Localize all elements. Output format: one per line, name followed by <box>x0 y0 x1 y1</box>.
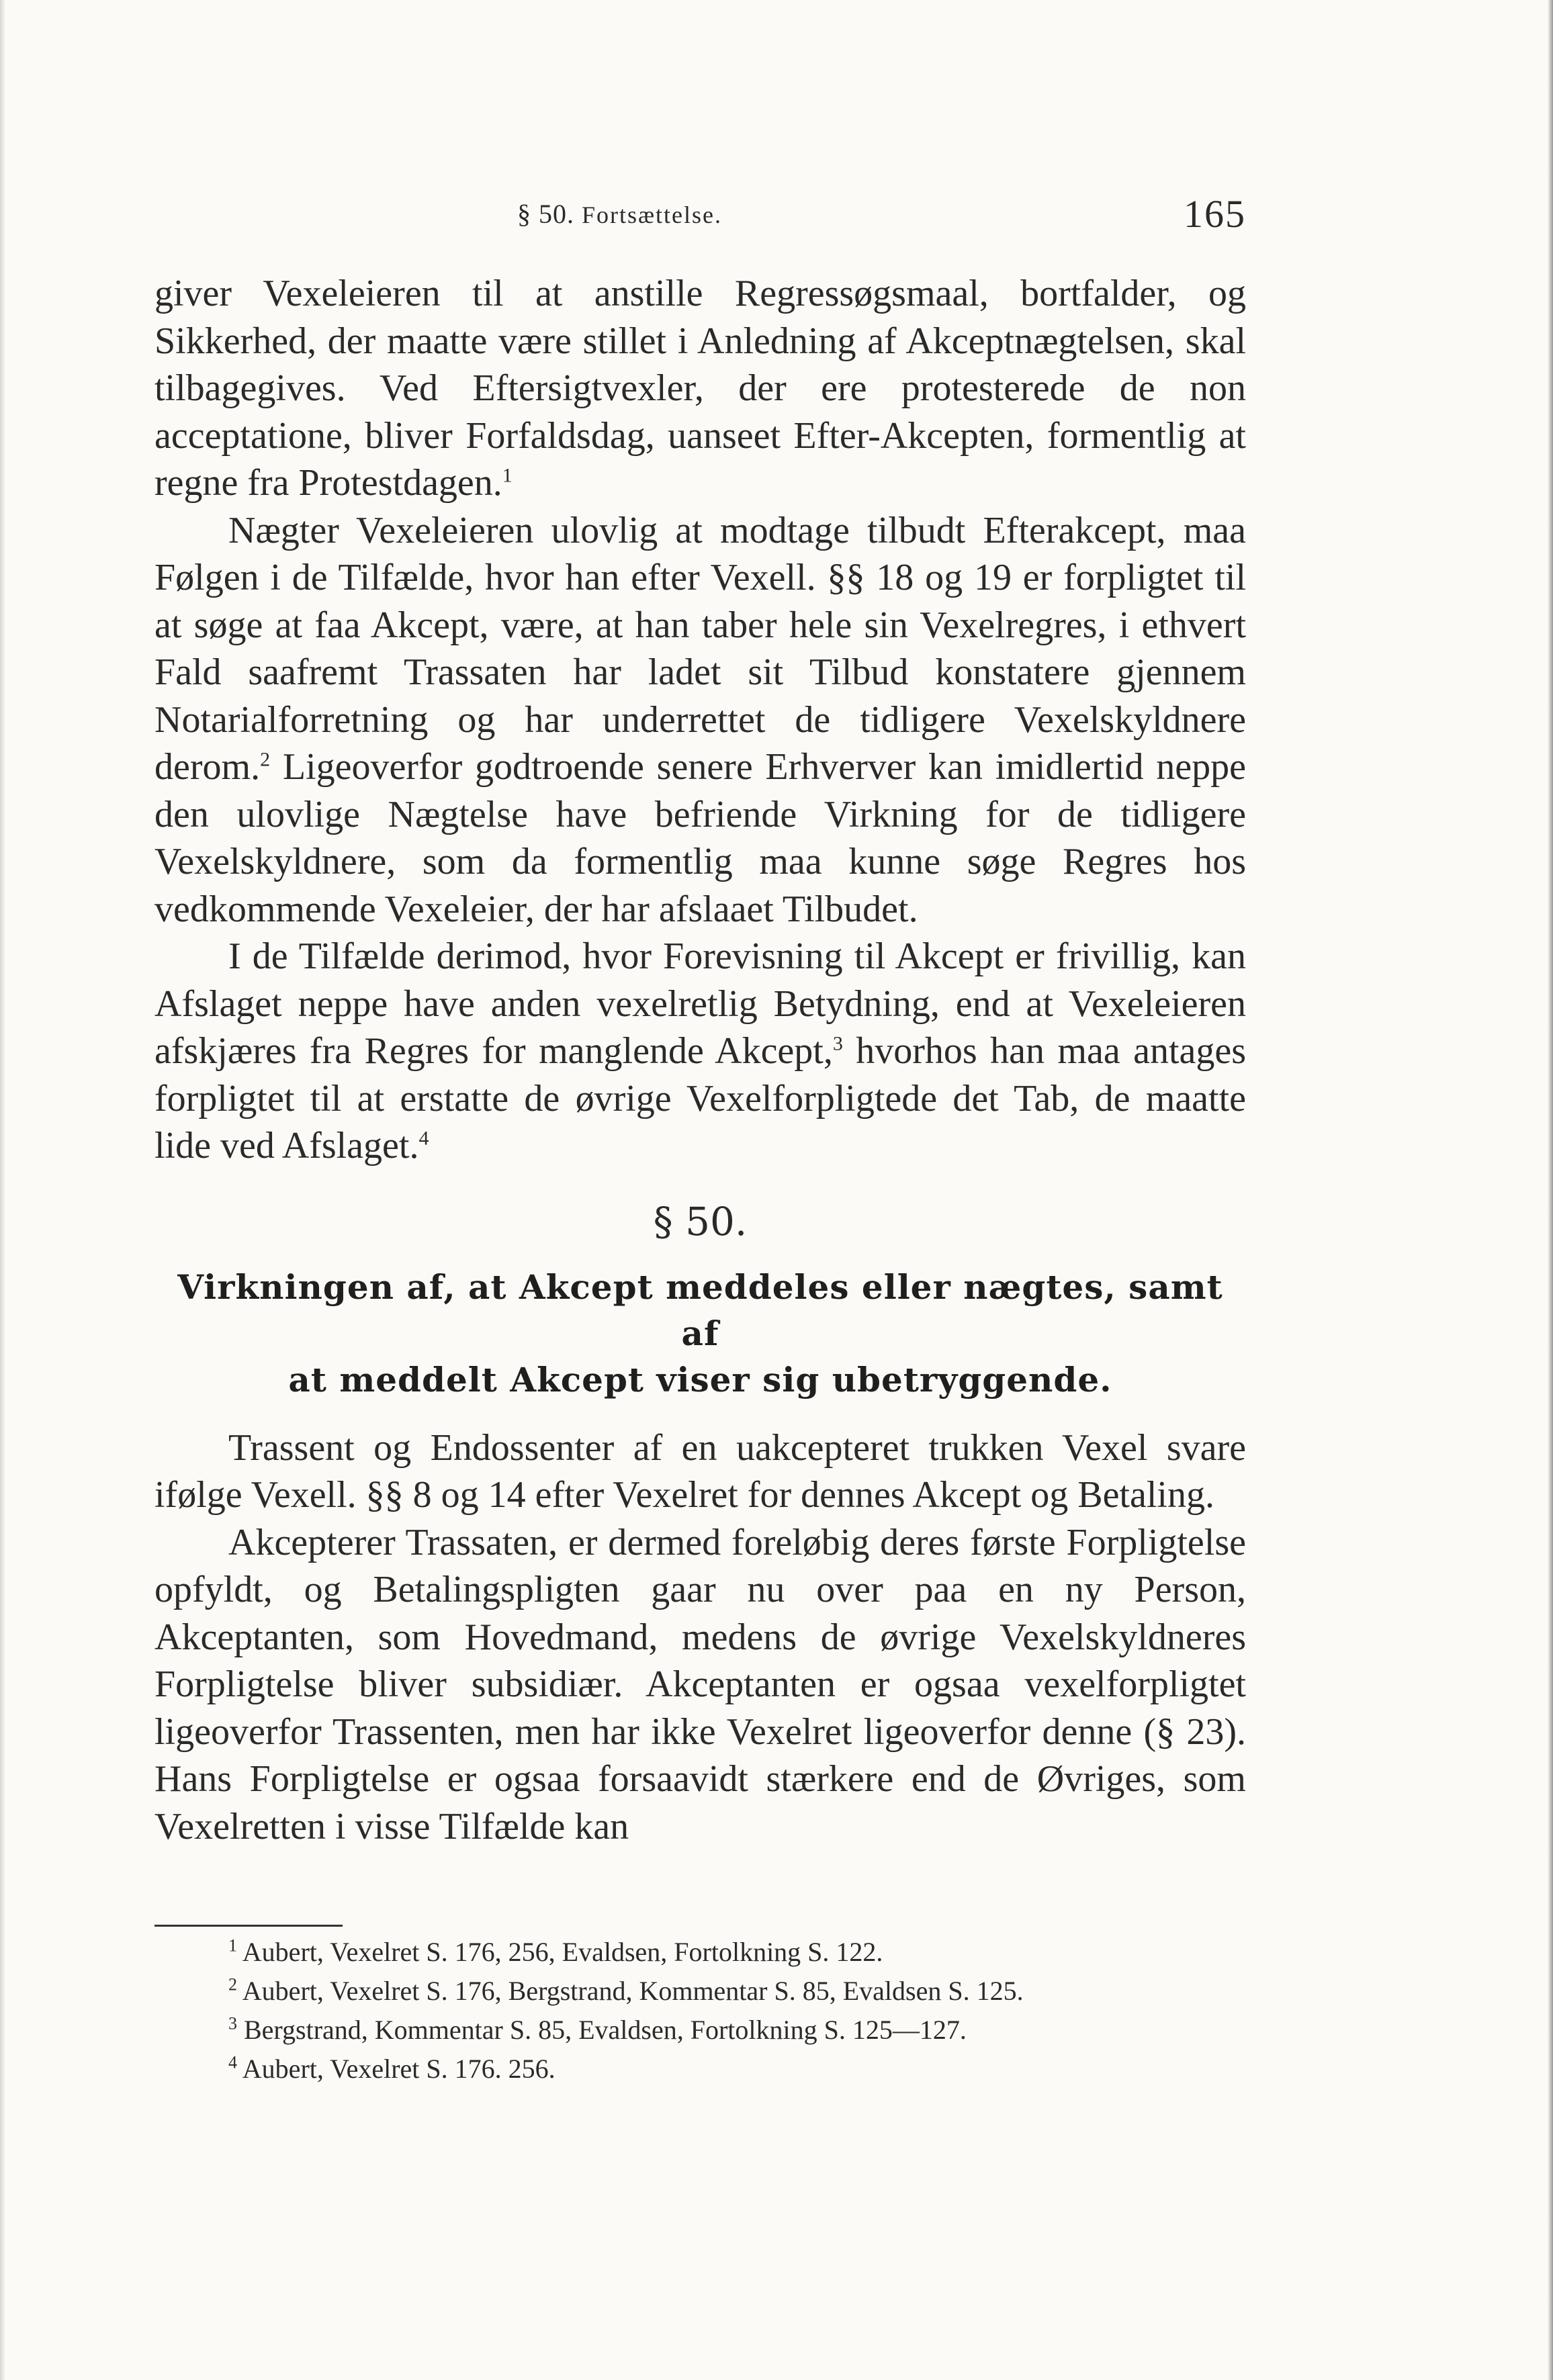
running-head-label: Fortsættelse. <box>582 201 723 228</box>
paragraph-continued <box>154 270 1246 507</box>
paragraph-acceptance: Akcepterer Trassaten, er dermed foreløbig deres første Forpligtelse opfyldt, og Betalingspligten gaar nu over paa en ny Person, Akceptanten, som Hovedmand, medens de øvrige Vexelskyldneres Forpligtelse bliver subsidiær. Akceptanten er ogsaa vexelforpligtet ligeoverfor Trassenten, men har ikke Vexelret ligeoverfor denne (§ 23). Hans Forpligtelse er ogsaa forsaavidt stærkere end de Øvriges, som Vexelretten i visse Tilfælde kan <box>154 1521 1246 1847</box>
footnote <box>154 2050 1246 2089</box>
page-left-edge <box>0 0 5 2380</box>
main-text <box>154 270 1246 1850</box>
section-title-line: Virkningen af, at Akcept meddeles eller nægtes, samt af <box>177 1267 1223 1353</box>
footnote-reference: 4 <box>418 1127 429 1150</box>
paragraph-text: Nægter Vexeleieren ulovlig at modtage tilbudt Efterakcept, maa Følgen i de Tilfælde, hvor han efter Vexell. §§ 18 og 19 er forpligtet til at søge at faa Akcept, være, at han taber hele sin Vexelregres, i ethvert Fald saafremt Trassaten har ladet sit Tilbud konstatere gjennem Notarialforretning og har underrettet de tidligere Vexelskyldnere derom. <box>154 509 1246 788</box>
footnote <box>154 1972 1246 2011</box>
footnote-text: Aubert, Vexelret S. 176. 256. <box>242 2054 556 2084</box>
footnote-divider <box>154 1925 343 1927</box>
page-right-edge <box>1548 0 1553 2380</box>
paragraph-text: I de Tilfælde derimod, hvor Forevisning til Akcept er frivillig, kan Afslaget neppe have anden vexelretlig Betydning, end at Vexeleieren afskjæres fra Regres for manglende Akcept, <box>154 935 1246 1072</box>
footnote <box>154 1933 1246 1972</box>
paragraph-section-intro: Trassent og Endossenter af en uakcepteret trukken Vexel svare ifølge Vexell. §§ 8 og 14 efter Vexelret for dennes Akcept og Betaling. <box>154 1426 1246 1516</box>
footnote-text: Aubert, Vexelret S. 176, Bergstrand, Kommentar S. 85, Evaldsen S. 125. <box>242 1976 1024 2006</box>
running-head-section-mark: § 50. <box>517 199 574 229</box>
footnote-mark: 3 <box>228 2013 237 2033</box>
footnote-mark: 1 <box>228 1935 237 1956</box>
footnote-text: Bergstrand, Kommentar S. 85, Evaldsen, Fortolkning S. 125—127. <box>244 2015 967 2045</box>
running-head-section <box>517 198 722 230</box>
running-head <box>154 191 1246 245</box>
paragraph-refusal <box>154 507 1246 933</box>
section-number: § 50. <box>653 1198 748 1244</box>
footnote-reference: 1 <box>502 464 513 487</box>
footnote-text: Aubert, Vexelret S. 176, 256, Evaldsen, Fortolkning S. 122. <box>242 1937 883 1967</box>
section-title-line: at meddelt Akcept viser sig ubetryggende. <box>288 1359 1112 1400</box>
section-title <box>154 1264 1246 1403</box>
footnote <box>154 2011 1246 2050</box>
footnotes <box>154 1933 1246 2089</box>
footnote-mark: 4 <box>228 2052 237 2072</box>
footnote-mark: 2 <box>228 1974 237 1995</box>
paragraph-text: Ligeoverfor godtroende senere Erhverver kan imidlertid neppe den ulovlige Nægtelse have befriende Virkning for de tidligere Vexelskyldnere, som da formentlig maa kunne søge Regres hos vedkommende Vexeleier, der har afslaaet Tilbudet. <box>154 746 1246 930</box>
footnote-reference: 3 <box>832 1032 843 1055</box>
page-number: 165 <box>1184 192 1246 236</box>
paragraph-text: giver Vexeleieren til at anstille Regressøgsmaal, bortfalder, og Sikkerhed, der maatte være stillet i Anledning af Akceptnægtelsen, skal tilbagegives. Ved Eftersigtvexler, der ere protesterede de non acceptatione, bliver Forfaldsdag, uanseet Efter-Akcepten, formentlig at regne fra Protestdagen. <box>154 273 1246 504</box>
paragraph-voluntary <box>154 933 1246 1170</box>
footnote-reference: 2 <box>260 748 271 771</box>
paragraph-text: hvorhos han maa antages forpligtet til at erstatte de øvrige Vexelforpligtede det Tab, de maatte lide ved Afslaget. <box>154 1030 1247 1166</box>
